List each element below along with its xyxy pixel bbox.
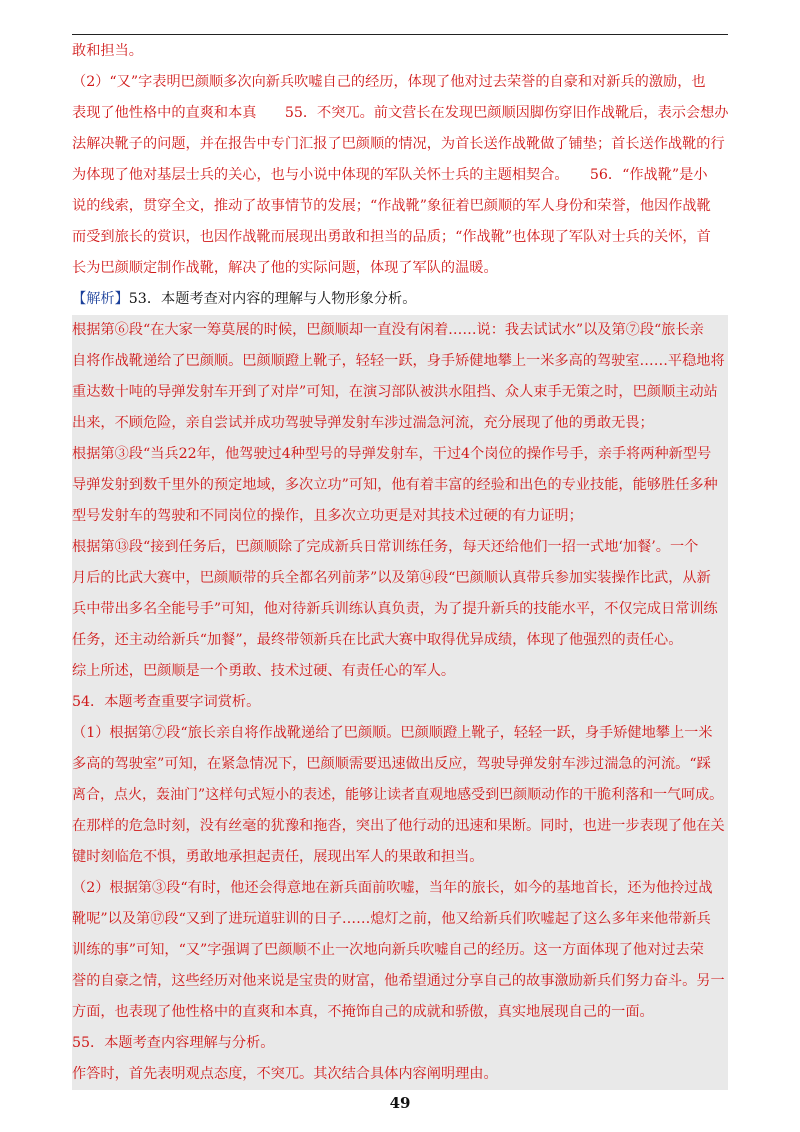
text-line: 54．本题考查重要字词赏析。 (72, 687, 728, 718)
text-line: 根据第③段“当兵22年，他驾驶过4种型号的导弹发射车，干过4个岗位的操作号手，亲手将两种新型号 (72, 439, 728, 470)
text-line: 表现了他性格中的直爽和本真 55．不突兀。前文营长在发现巴颜顺因脚伤穿旧作战靴后，表示会想办 (72, 105, 728, 121)
page-number: 49 (389, 1094, 411, 1112)
text-line: 导弹发射到数千里外的预定地域，多次立功”可知，他有着丰富的经验和出色的专业技能，能够胜任多种 (72, 470, 728, 501)
text-line: 根据第⑥段“在大家一筹莫展的时候，巴颜顺却一直没有闲着……说：我去试试水”以及第⑦段“旅长亲 (72, 315, 728, 346)
text-line: 敢和担当。 (72, 43, 143, 59)
analysis-heading-text: 53．本题考查对内容的理解与人物形象分析。 (128, 291, 417, 307)
text-line: 作答时，首先表明观点态度，不突兀。其次结合具体内容阐明理由。 (72, 1059, 728, 1090)
text-line: 兵中带出多名全能号手”可知，他对待新兵训练认真负责，为了提升新兵的技能水平，不仅完成日常训练 (72, 594, 728, 625)
text-line: 说的线索，贯穿全文，推动了故事情节的发展；“作战靴”象征着巴颜顺的军人身份和荣誉，他因作战靴 (72, 198, 711, 214)
header-rule (72, 34, 728, 35)
text-line: 法解决靴子的问题，并在报告中专门汇报了巴颜顺的情况，为首长送作战靴做了铺垫；首长送作战靴的行 (72, 136, 725, 152)
text-line: 55．本题考查内容理解与分析。 (72, 1028, 728, 1059)
text-line: 月后的比武大赛中，巴颜顺带的兵全都名列前茅”以及第⑭段“巴颜顺认真带兵参加实装操作比武，从新 (72, 563, 728, 594)
text-line: 自将作战靴递给了巴颜顺。巴颜顺蹬上靴子，轻轻一跃，身手矫健地攀上一米多高的驾驶室……平稳地将 (72, 346, 728, 377)
text-line: 在那样的危急时刻，没有丝毫的犹豫和拖沓，突出了他行动的迅速和果断。同时，也进一步表现了他在关 (72, 811, 728, 842)
text-line: 训练的事”可知，“又”字强调了巴颜顺不止一次地向新兵吹嘘自己的经历。这一方面体现了他对过去荣 (72, 935, 728, 966)
text-line: 多高的驾驶室”可知，在紧急情况下，巴颜顺需要迅速做出反应，驾驶导弹发射车涉过湍急的河流。“踩 (72, 749, 728, 780)
text-line: 任务，还主动给新兵“加餐”，最终带领新兵在比武大赛中取得优异成绩，体现了他强烈的责任心。 (72, 625, 728, 656)
text-line: 离合，点火，轰油门”这样句式短小的表述，能够让读者直观地感受到巴颜顺动作的干脆利落和一气呵成。 (72, 780, 728, 811)
text-line: 靴呢”以及第⑰段“又到了进玩道驻训的日子……熄灯之前，他又给新兵们吹嘘起了这么多年来他带新兵 (72, 904, 728, 935)
text-line: 出来，不顾危险，亲自尝试并成功驾驶导弹发射车涉过湍急河流，充分展现了他的勇敢无畏； (72, 408, 728, 439)
text-line: 综上所述，巴颜顺是一个勇敢、技术过硬、有责任心的军人。 (72, 656, 728, 687)
text-line: （1）根据第⑦段“旅长亲自将作战靴递给了巴颜顺。巴颜顺蹬上靴子，轻轻一跃，身手矫健地攀上一米 (72, 718, 728, 749)
text-line: 长为巴颜顺定制作战靴，解决了他的实际问题，体现了军队的温暖。 (72, 260, 498, 276)
document-body (72, 36, 728, 1090)
text-line: 型号发射车的驾驶和不同岗位的操作，且多次立功更是对其技术过硬的有力证明； (72, 501, 728, 532)
text-line: 键时刻临危不惧，勇敢地承担起责任，展现出军人的果敢和担当。 (72, 842, 728, 873)
text-line: 方面，也表现了他性格中的直爽和本真，不掩饰自己的成就和骄傲，真实地展现自己的一面。 (72, 997, 728, 1028)
text-line: 为体现了他对基层士兵的关心，也与小说中体现的军队关怀士兵的主题相契合。 56．“作战靴”是小 (72, 167, 708, 183)
text-line: 根据第⑬段“接到任务后，巴颜顺除了完成新兵日常训练任务，每天还给他们一招一式地‘加餐’。一个 (72, 532, 728, 563)
text-line: （2）根据第③段“有时，他还会得意地在新兵面前吹嘘，当年的旅长，如今的基地首长，还为他拎过战 (72, 873, 728, 904)
analysis-label: 【解析】 (72, 291, 129, 307)
text-line: 重达数十吨的导弹发射车开到了对岸”可知，在演习部队被洪水阻挡、众人束手无策之时，巴颜顺主动站 (72, 377, 728, 408)
text-line: （2）“又”字表明巴颜顺多次向新兵吹嘘自己的经历，体现了他对过去荣誉的自豪和对新兵的激励，也 (72, 74, 706, 90)
text-line: 而受到旅长的赏识，也因作战靴而展现出勇敢和担当的品质；“作战靴”也体现了军队对士兵的关怀，首 (72, 229, 711, 245)
text-line: 誉的自豪之情，这些经历对他来说是宝贵的财富，他希望通过分享自己的故事激励新兵们努力奋斗。另一 (72, 966, 728, 997)
analysis-heading-line (72, 284, 728, 315)
